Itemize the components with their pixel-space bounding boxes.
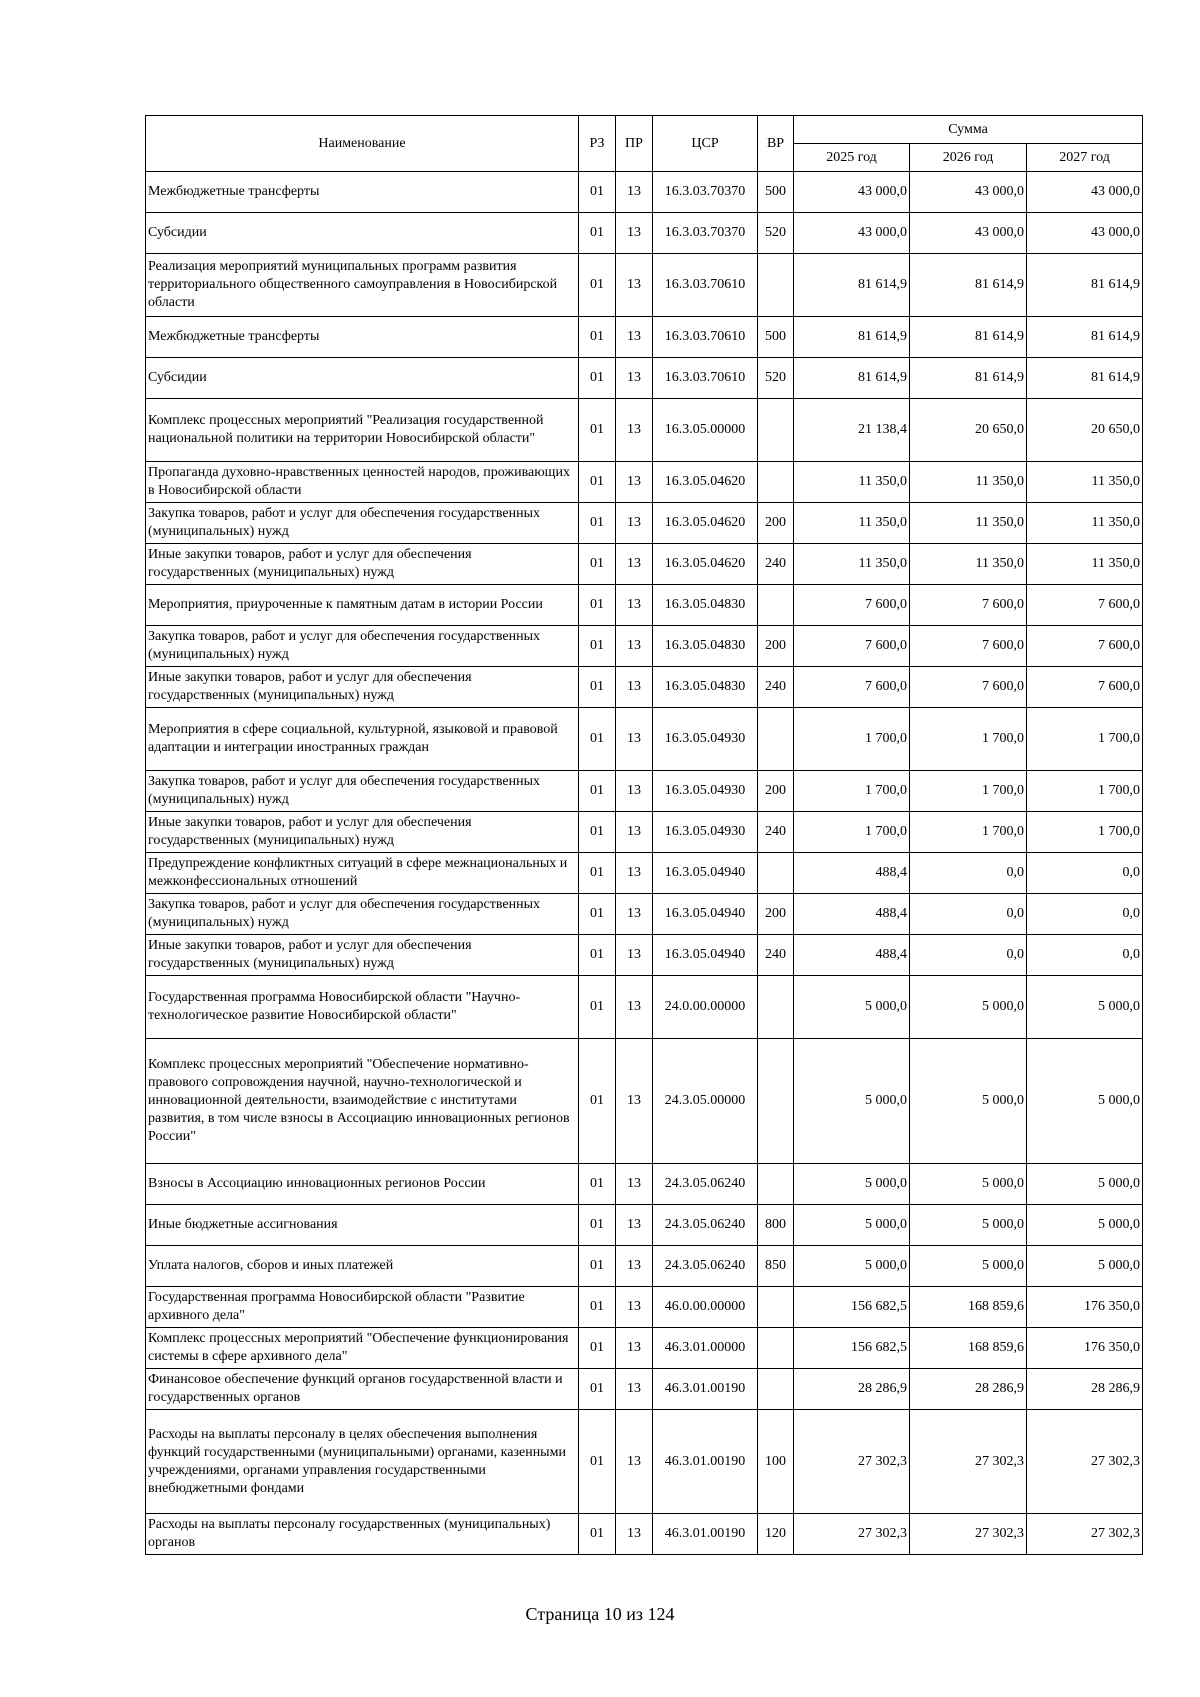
row-pr: 13 xyxy=(616,317,653,358)
row-csr: 16.3.03.70370 xyxy=(653,213,758,254)
row-value-2027: 20 650,0 xyxy=(1027,399,1143,462)
row-value-2025: 5 000,0 xyxy=(794,1164,910,1205)
row-csr: 24.3.05.06240 xyxy=(653,1164,758,1205)
row-vr: 500 xyxy=(758,317,794,358)
row-value-2026: 1 700,0 xyxy=(910,708,1027,771)
row-value-2026: 81 614,9 xyxy=(910,317,1027,358)
row-rz: 01 xyxy=(579,254,616,317)
row-value-2025: 7 600,0 xyxy=(794,667,910,708)
row-rz: 01 xyxy=(579,667,616,708)
row-vr xyxy=(758,976,794,1039)
table-row xyxy=(146,462,1143,503)
row-name: Иные закупки товаров, работ и услуг для обеспечения государственных (муниципальных) нужд xyxy=(146,667,579,708)
table-row xyxy=(146,935,1143,976)
row-value-2027: 11 350,0 xyxy=(1027,503,1143,544)
row-value-2027: 0,0 xyxy=(1027,853,1143,894)
row-value-2027: 1 700,0 xyxy=(1027,812,1143,853)
row-value-2025: 1 700,0 xyxy=(794,812,910,853)
row-rz: 01 xyxy=(579,1164,616,1205)
row-value-2025: 5 000,0 xyxy=(794,976,910,1039)
row-value-2025: 43 000,0 xyxy=(794,172,910,213)
row-value-2026: 11 350,0 xyxy=(910,462,1027,503)
row-pr: 13 xyxy=(616,812,653,853)
row-vr xyxy=(758,1039,794,1164)
table-row xyxy=(146,853,1143,894)
row-rz: 01 xyxy=(579,812,616,853)
row-vr xyxy=(758,1369,794,1410)
row-vr: 850 xyxy=(758,1246,794,1287)
row-value-2026: 28 286,9 xyxy=(910,1369,1027,1410)
row-vr: 200 xyxy=(758,503,794,544)
table-row xyxy=(146,976,1143,1039)
row-name: Уплата налогов, сборов и иных платежей xyxy=(146,1246,579,1287)
row-value-2026: 11 350,0 xyxy=(910,544,1027,585)
row-csr: 16.3.05.04620 xyxy=(653,462,758,503)
table-row xyxy=(146,771,1143,812)
row-value-2026: 81 614,9 xyxy=(910,254,1027,317)
row-value-2027: 5 000,0 xyxy=(1027,1039,1143,1164)
row-csr: 46.3.01.00190 xyxy=(653,1514,758,1555)
row-value-2027: 43 000,0 xyxy=(1027,172,1143,213)
row-value-2026: 81 614,9 xyxy=(910,358,1027,399)
row-pr: 13 xyxy=(616,254,653,317)
row-value-2025: 28 286,9 xyxy=(794,1369,910,1410)
row-name: Иные закупки товаров, работ и услуг для обеспечения государственных (муниципальных) нужд xyxy=(146,812,579,853)
row-value-2025: 156 682,5 xyxy=(794,1287,910,1328)
row-pr: 13 xyxy=(616,1205,653,1246)
row-rz: 01 xyxy=(579,626,616,667)
row-name: Субсидии xyxy=(146,358,579,399)
row-name: Комплекс процессных мероприятий "Реализация государственной национальной политики на территории Новосибирской области" xyxy=(146,399,579,462)
header-year-2025: 2025 год xyxy=(794,144,910,172)
row-value-2025: 7 600,0 xyxy=(794,585,910,626)
row-name: Финансовое обеспечение функций органов государственной власти и государственных органов xyxy=(146,1369,579,1410)
row-pr: 13 xyxy=(616,1514,653,1555)
row-name: Расходы на выплаты персоналу государственных (муниципальных) органов xyxy=(146,1514,579,1555)
row-pr: 13 xyxy=(616,172,653,213)
row-rz: 01 xyxy=(579,1514,616,1555)
row-rz: 01 xyxy=(579,1369,616,1410)
row-name: Закупка товаров, работ и услуг для обеспечения государственных (муниципальных) нужд xyxy=(146,626,579,667)
header-pr: ПР xyxy=(616,116,653,172)
row-value-2027: 43 000,0 xyxy=(1027,213,1143,254)
row-value-2027: 176 350,0 xyxy=(1027,1287,1143,1328)
row-vr xyxy=(758,853,794,894)
table-row xyxy=(146,626,1143,667)
row-csr: 16.3.03.70610 xyxy=(653,254,758,317)
row-name: Закупка товаров, работ и услуг для обеспечения государственных (муниципальных) нужд xyxy=(146,894,579,935)
row-vr: 520 xyxy=(758,358,794,399)
row-vr: 800 xyxy=(758,1205,794,1246)
row-vr xyxy=(758,399,794,462)
table-row xyxy=(146,1164,1143,1205)
row-csr: 16.3.05.04940 xyxy=(653,894,758,935)
row-rz: 01 xyxy=(579,1039,616,1164)
row-vr: 520 xyxy=(758,213,794,254)
row-name: Иные закупки товаров, работ и услуг для обеспечения государственных (муниципальных) нужд xyxy=(146,544,579,585)
row-vr xyxy=(758,585,794,626)
header-year-2027: 2027 год xyxy=(1027,144,1143,172)
row-vr: 200 xyxy=(758,894,794,935)
row-value-2027: 11 350,0 xyxy=(1027,544,1143,585)
table-row xyxy=(146,213,1143,254)
row-csr: 16.3.05.04620 xyxy=(653,503,758,544)
row-value-2027: 1 700,0 xyxy=(1027,771,1143,812)
row-value-2026: 5 000,0 xyxy=(910,976,1027,1039)
row-value-2027: 27 302,3 xyxy=(1027,1514,1143,1555)
row-rz: 01 xyxy=(579,399,616,462)
row-pr: 13 xyxy=(616,894,653,935)
row-rz: 01 xyxy=(579,976,616,1039)
row-vr: 500 xyxy=(758,172,794,213)
row-name: Государственная программа Новосибирской области "Научно-технологическое развитие Новосибирской области" xyxy=(146,976,579,1039)
row-rz: 01 xyxy=(579,1246,616,1287)
row-value-2026: 7 600,0 xyxy=(910,585,1027,626)
row-vr xyxy=(758,1164,794,1205)
row-pr: 13 xyxy=(616,1164,653,1205)
row-value-2025: 11 350,0 xyxy=(794,544,910,585)
header-rz: РЗ xyxy=(579,116,616,172)
row-vr: 100 xyxy=(758,1410,794,1514)
row-value-2025: 5 000,0 xyxy=(794,1246,910,1287)
row-name: Межбюджетные трансферты xyxy=(146,172,579,213)
row-vr: 240 xyxy=(758,544,794,585)
row-rz: 01 xyxy=(579,358,616,399)
row-value-2027: 28 286,9 xyxy=(1027,1369,1143,1410)
row-rz: 01 xyxy=(579,503,616,544)
row-rz: 01 xyxy=(579,853,616,894)
row-name: Межбюджетные трансферты xyxy=(146,317,579,358)
row-vr xyxy=(758,462,794,503)
row-pr: 13 xyxy=(616,399,653,462)
row-rz: 01 xyxy=(579,1205,616,1246)
row-vr xyxy=(758,708,794,771)
row-name: Государственная программа Новосибирской области "Развитие архивного дела" xyxy=(146,1287,579,1328)
row-value-2025: 27 302,3 xyxy=(794,1514,910,1555)
row-csr: 46.3.01.00190 xyxy=(653,1369,758,1410)
row-pr: 13 xyxy=(616,462,653,503)
row-vr xyxy=(758,1328,794,1369)
row-rz: 01 xyxy=(579,213,616,254)
row-value-2026: 27 302,3 xyxy=(910,1514,1027,1555)
row-vr: 240 xyxy=(758,812,794,853)
row-name: Мероприятия, приуроченные к памятным датам в истории России xyxy=(146,585,579,626)
row-pr: 13 xyxy=(616,935,653,976)
row-value-2025: 81 614,9 xyxy=(794,358,910,399)
row-pr: 13 xyxy=(616,1287,653,1328)
table-row xyxy=(146,1328,1143,1369)
row-name: Комплекс процессных мероприятий "Обеспечение функционирования системы в сфере архивного дела" xyxy=(146,1328,579,1369)
row-name: Расходы на выплаты персоналу в целях обеспечения выполнения функций государственными (муниципальными) органами, казенными учреждениями, органами управления государственными внебюджетными фондами xyxy=(146,1410,579,1514)
row-csr: 46.3.01.00190 xyxy=(653,1410,758,1514)
row-name: Реализация мероприятий муниципальных программ развития территориального общественного самоуправления в Новосибирской области xyxy=(146,254,579,317)
row-pr: 13 xyxy=(616,1410,653,1514)
row-csr: 16.3.05.04830 xyxy=(653,626,758,667)
row-pr: 13 xyxy=(616,708,653,771)
table-row xyxy=(146,172,1143,213)
row-rz: 01 xyxy=(579,317,616,358)
row-value-2025: 11 350,0 xyxy=(794,462,910,503)
row-value-2027: 7 600,0 xyxy=(1027,626,1143,667)
row-value-2026: 5 000,0 xyxy=(910,1164,1027,1205)
table-row xyxy=(146,708,1143,771)
row-csr: 24.3.05.00000 xyxy=(653,1039,758,1164)
row-name: Мероприятия в сфере социальной, культурной, языковой и правовой адаптации и интеграции иностранных граждан xyxy=(146,708,579,771)
row-value-2026: 7 600,0 xyxy=(910,667,1027,708)
row-rz: 01 xyxy=(579,771,616,812)
row-value-2027: 81 614,9 xyxy=(1027,358,1143,399)
row-value-2026: 27 302,3 xyxy=(910,1410,1027,1514)
row-value-2027: 7 600,0 xyxy=(1027,585,1143,626)
row-name: Пропаганда духовно-нравственных ценностей народов, проживающих в Новосибирской области xyxy=(146,462,579,503)
row-pr: 13 xyxy=(616,1328,653,1369)
row-value-2026: 43 000,0 xyxy=(910,172,1027,213)
row-value-2026: 5 000,0 xyxy=(910,1246,1027,1287)
row-value-2027: 0,0 xyxy=(1027,894,1143,935)
row-value-2025: 5 000,0 xyxy=(794,1205,910,1246)
row-value-2026: 1 700,0 xyxy=(910,812,1027,853)
header-year-2026: 2026 год xyxy=(910,144,1027,172)
row-name: Иные закупки товаров, работ и услуг для обеспечения государственных (муниципальных) нужд xyxy=(146,935,579,976)
table-row xyxy=(146,1410,1143,1514)
row-csr: 24.3.05.06240 xyxy=(653,1205,758,1246)
row-value-2027: 176 350,0 xyxy=(1027,1328,1143,1369)
row-vr: 240 xyxy=(758,935,794,976)
row-value-2025: 5 000,0 xyxy=(794,1039,910,1164)
row-pr: 13 xyxy=(616,667,653,708)
table-row xyxy=(146,894,1143,935)
header-vr: ВР xyxy=(758,116,794,172)
header-sum: Сумма xyxy=(794,116,1143,144)
row-value-2025: 488,4 xyxy=(794,935,910,976)
row-rz: 01 xyxy=(579,894,616,935)
table-row xyxy=(146,1205,1143,1246)
row-value-2025: 81 614,9 xyxy=(794,254,910,317)
row-csr: 24.0.00.00000 xyxy=(653,976,758,1039)
row-pr: 13 xyxy=(616,213,653,254)
row-csr: 46.0.00.00000 xyxy=(653,1287,758,1328)
row-value-2027: 27 302,3 xyxy=(1027,1410,1143,1514)
table-row xyxy=(146,1369,1143,1410)
row-csr: 16.3.05.04830 xyxy=(653,585,758,626)
row-value-2026: 1 700,0 xyxy=(910,771,1027,812)
row-csr: 16.3.05.04940 xyxy=(653,853,758,894)
row-value-2025: 81 614,9 xyxy=(794,317,910,358)
row-csr: 16.3.03.70610 xyxy=(653,358,758,399)
table-row xyxy=(146,1246,1143,1287)
row-value-2026: 0,0 xyxy=(910,935,1027,976)
row-value-2025: 156 682,5 xyxy=(794,1328,910,1369)
row-vr: 240 xyxy=(758,667,794,708)
row-rz: 01 xyxy=(579,172,616,213)
row-name: Иные бюджетные ассигнования xyxy=(146,1205,579,1246)
row-pr: 13 xyxy=(616,1369,653,1410)
row-rz: 01 xyxy=(579,462,616,503)
row-value-2027: 81 614,9 xyxy=(1027,254,1143,317)
row-csr: 16.3.05.04620 xyxy=(653,544,758,585)
row-value-2026: 168 859,6 xyxy=(910,1287,1027,1328)
row-value-2025: 488,4 xyxy=(794,853,910,894)
row-value-2027: 5 000,0 xyxy=(1027,1246,1143,1287)
table-row xyxy=(146,1039,1143,1164)
table-row xyxy=(146,667,1143,708)
row-value-2026: 5 000,0 xyxy=(910,1039,1027,1164)
row-value-2025: 488,4 xyxy=(794,894,910,935)
row-rz: 01 xyxy=(579,1410,616,1514)
row-pr: 13 xyxy=(616,1246,653,1287)
row-vr: 120 xyxy=(758,1514,794,1555)
row-csr: 16.3.05.00000 xyxy=(653,399,758,462)
header-name: Наименование xyxy=(146,116,579,172)
row-value-2027: 81 614,9 xyxy=(1027,317,1143,358)
table-row xyxy=(146,544,1143,585)
budget-table xyxy=(145,115,1143,1555)
row-pr: 13 xyxy=(616,771,653,812)
row-value-2026: 0,0 xyxy=(910,853,1027,894)
row-value-2025: 27 302,3 xyxy=(794,1410,910,1514)
row-value-2025: 43 000,0 xyxy=(794,213,910,254)
row-rz: 01 xyxy=(579,1328,616,1369)
row-vr xyxy=(758,254,794,317)
row-value-2026: 7 600,0 xyxy=(910,626,1027,667)
table-row xyxy=(146,399,1143,462)
row-rz: 01 xyxy=(579,935,616,976)
row-name: Закупка товаров, работ и услуг для обеспечения государственных (муниципальных) нужд xyxy=(146,503,579,544)
table-row xyxy=(146,317,1143,358)
row-value-2027: 1 700,0 xyxy=(1027,708,1143,771)
table-row xyxy=(146,1287,1143,1328)
row-value-2027: 5 000,0 xyxy=(1027,1205,1143,1246)
row-value-2026: 20 650,0 xyxy=(910,399,1027,462)
row-vr: 200 xyxy=(758,626,794,667)
row-name: Предупреждение конфликтных ситуаций в сфере межнациональных и межконфессиональных отношений xyxy=(146,853,579,894)
row-value-2027: 5 000,0 xyxy=(1027,976,1143,1039)
header-csr: ЦСР xyxy=(653,116,758,172)
page-number: Страница 10 из 124 xyxy=(525,1604,675,1624)
row-pr: 13 xyxy=(616,1039,653,1164)
row-csr: 24.3.05.06240 xyxy=(653,1246,758,1287)
row-value-2027: 7 600,0 xyxy=(1027,667,1143,708)
row-value-2026: 0,0 xyxy=(910,894,1027,935)
row-value-2025: 1 700,0 xyxy=(794,708,910,771)
row-csr: 16.3.05.04930 xyxy=(653,812,758,853)
row-pr: 13 xyxy=(616,853,653,894)
row-rz: 01 xyxy=(579,585,616,626)
row-csr: 16.3.05.04930 xyxy=(653,708,758,771)
row-pr: 13 xyxy=(616,544,653,585)
table-row xyxy=(146,254,1143,317)
row-name: Субсидии xyxy=(146,213,579,254)
row-csr: 16.3.05.04830 xyxy=(653,667,758,708)
row-csr: 46.3.01.00000 xyxy=(653,1328,758,1369)
row-value-2026: 168 859,6 xyxy=(910,1328,1027,1369)
row-csr: 16.3.03.70370 xyxy=(653,172,758,213)
table-row xyxy=(146,1514,1143,1555)
row-value-2025: 11 350,0 xyxy=(794,503,910,544)
row-pr: 13 xyxy=(616,976,653,1039)
row-value-2026: 5 000,0 xyxy=(910,1205,1027,1246)
row-rz: 01 xyxy=(579,1287,616,1328)
table-body xyxy=(146,172,1143,1555)
row-value-2027: 11 350,0 xyxy=(1027,462,1143,503)
table-row xyxy=(146,358,1143,399)
row-vr: 200 xyxy=(758,771,794,812)
table-row xyxy=(146,585,1143,626)
row-csr: 16.3.05.04940 xyxy=(653,935,758,976)
table-row xyxy=(146,812,1143,853)
row-value-2025: 7 600,0 xyxy=(794,626,910,667)
row-name: Комплекс процессных мероприятий "Обеспечение нормативно-правового сопровождения научной, научно-технологической и инновационной деятельности, взаимодействие с институтами развития, в том числе взносы в Ассоциацию инновационных регионов России" xyxy=(146,1039,579,1164)
row-value-2026: 43 000,0 xyxy=(910,213,1027,254)
row-value-2027: 0,0 xyxy=(1027,935,1143,976)
row-csr: 16.3.05.04930 xyxy=(653,771,758,812)
row-rz: 01 xyxy=(579,708,616,771)
row-vr xyxy=(758,1287,794,1328)
row-value-2027: 5 000,0 xyxy=(1027,1164,1143,1205)
row-value-2025: 21 138,4 xyxy=(794,399,910,462)
row-csr: 16.3.03.70610 xyxy=(653,317,758,358)
row-pr: 13 xyxy=(616,503,653,544)
row-value-2026: 11 350,0 xyxy=(910,503,1027,544)
row-name: Закупка товаров, работ и услуг для обеспечения государственных (муниципальных) нужд xyxy=(146,771,579,812)
row-name: Взносы в Ассоциацию инновационных регионов России xyxy=(146,1164,579,1205)
table-row xyxy=(146,503,1143,544)
row-value-2025: 1 700,0 xyxy=(794,771,910,812)
row-pr: 13 xyxy=(616,585,653,626)
row-pr: 13 xyxy=(616,358,653,399)
row-rz: 01 xyxy=(579,544,616,585)
row-pr: 13 xyxy=(616,626,653,667)
